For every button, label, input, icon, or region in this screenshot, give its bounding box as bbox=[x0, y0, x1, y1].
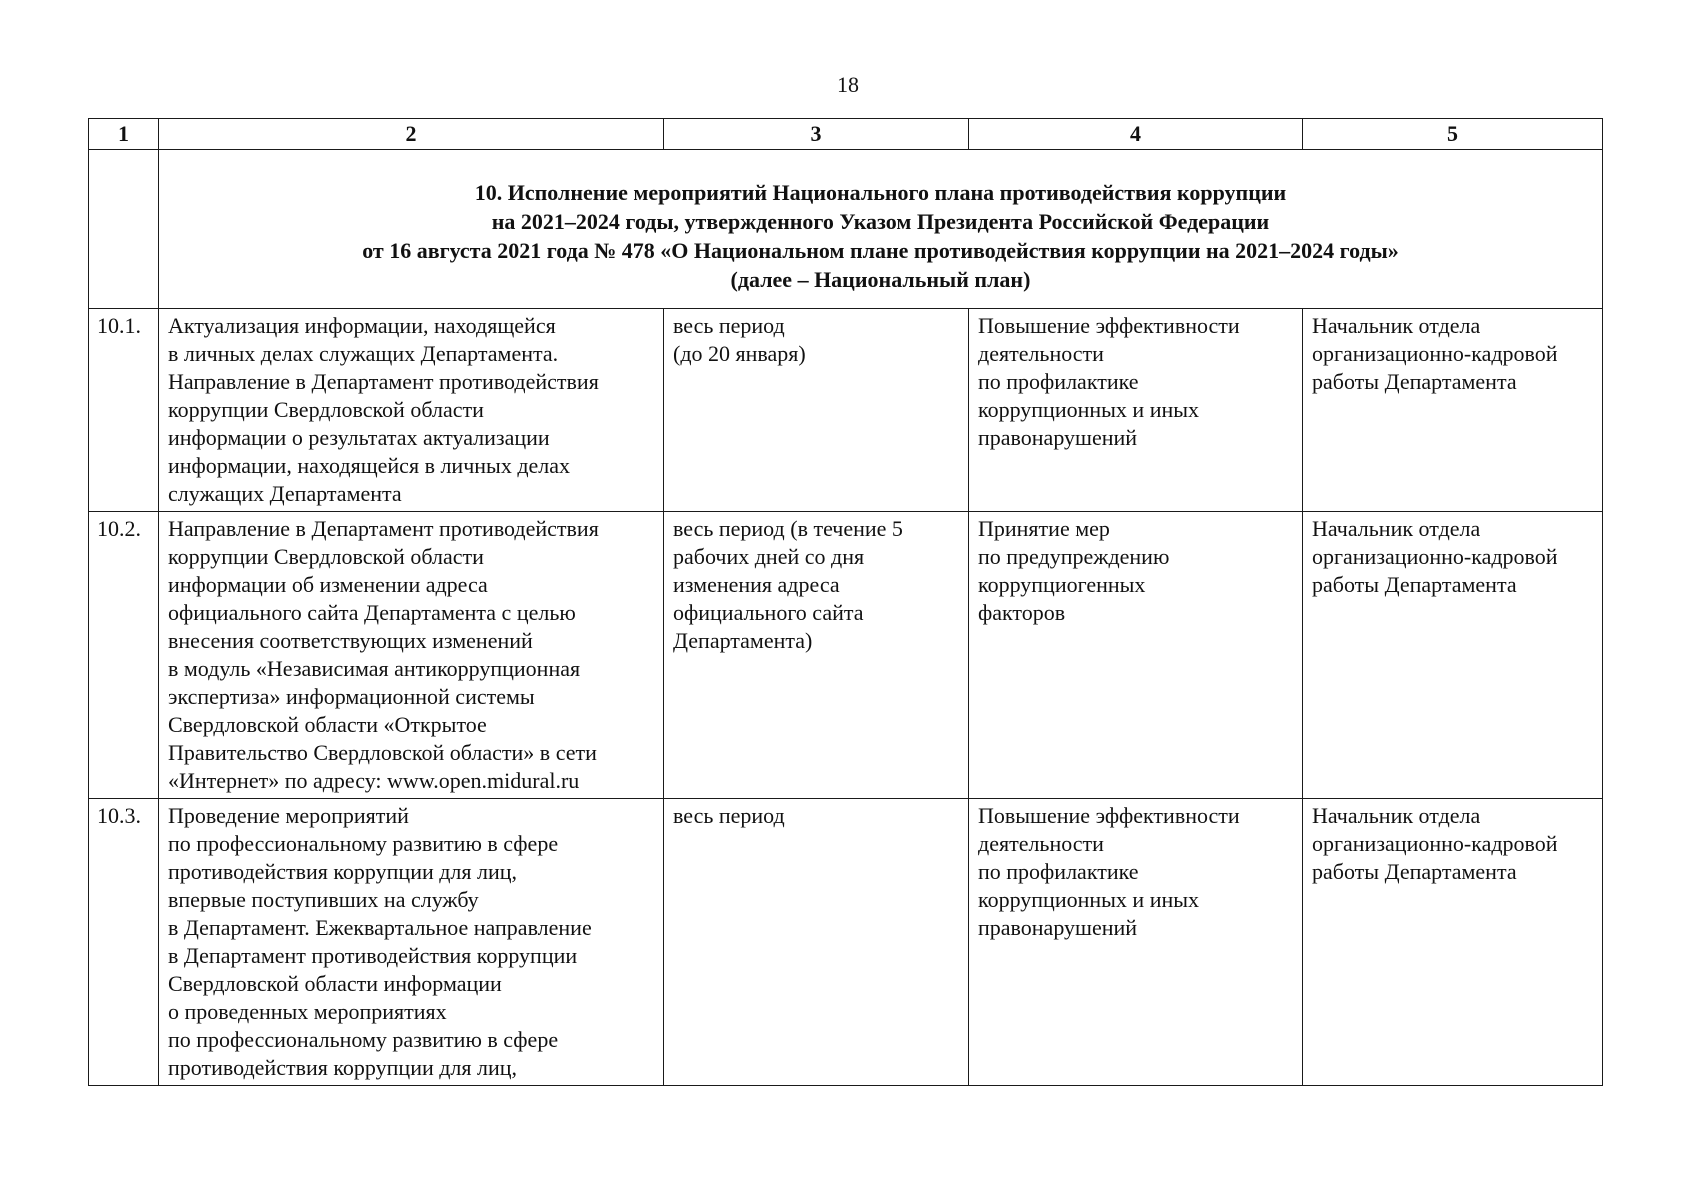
text-line: по профилактике bbox=[978, 369, 1139, 394]
text-line: Принятие мер bbox=[978, 516, 1110, 541]
text-line: коррупции Свердловской области bbox=[168, 544, 484, 569]
row-number: 10.3. bbox=[89, 799, 159, 1086]
row-description bbox=[159, 799, 664, 1086]
text-line: Свердловской области «Открытое bbox=[168, 712, 487, 737]
text-line: Правительство Свердловской области» в сети bbox=[168, 740, 597, 765]
row-responsible bbox=[1303, 799, 1603, 1086]
header-col-4: 4 bbox=[969, 119, 1303, 150]
text-line: информации о результатах актуализации bbox=[168, 425, 550, 450]
table-row bbox=[89, 799, 1603, 1086]
text-line: по профилактике bbox=[978, 859, 1139, 884]
row-period bbox=[664, 512, 969, 799]
text-line: «Интернет» по адресу: www.open.midural.ru bbox=[168, 768, 580, 793]
text-line: Начальник отдела bbox=[1312, 803, 1481, 828]
text-line: весь период bbox=[673, 803, 785, 828]
row-number: 10.2. bbox=[89, 512, 159, 799]
text-line: организационно-кадровой bbox=[1312, 831, 1558, 856]
text-line: деятельности bbox=[978, 341, 1104, 366]
text-line: Департамента) bbox=[673, 628, 813, 653]
row-result bbox=[969, 309, 1303, 512]
text-line: коррупциогенных bbox=[978, 572, 1146, 597]
text-line: коррупционных и иных bbox=[978, 887, 1200, 912]
text-line: по профессиональному развитию в сфере bbox=[168, 1027, 559, 1052]
text-line: Свердловской области информации bbox=[168, 971, 502, 996]
text-line: экспертиза» информационной системы bbox=[168, 684, 535, 709]
text-line: в Департамент противодействия коррупции bbox=[168, 943, 578, 968]
text-line: изменения адреса bbox=[673, 572, 840, 597]
text-line: деятельности bbox=[978, 831, 1104, 856]
header-col-3: 3 bbox=[664, 119, 969, 150]
text-line: информации, находящейся в личных делах bbox=[168, 453, 571, 478]
text-line: коррупции Свердловской области bbox=[168, 397, 484, 422]
row-description bbox=[159, 512, 664, 799]
text-line: о проведенных мероприятиях bbox=[168, 999, 447, 1024]
text-line: служащих Департамента bbox=[168, 481, 402, 506]
header-row bbox=[89, 119, 1603, 150]
text-line: рабочих дней со дня bbox=[673, 544, 865, 569]
text-line: противодействия коррупции для лиц, bbox=[168, 859, 518, 884]
text-line: (до 20 января) bbox=[673, 341, 806, 366]
text-line: факторов bbox=[978, 600, 1066, 625]
row-result bbox=[969, 512, 1303, 799]
section-title-line: на 2021–2024 годы, утвержденного Указом Президента Российской Федерации bbox=[491, 209, 1270, 234]
text-line: по предупреждению bbox=[978, 544, 1170, 569]
text-line: правонарушений bbox=[978, 915, 1138, 940]
text-line: Проведение мероприятий bbox=[168, 803, 409, 828]
section-row bbox=[89, 150, 1603, 309]
text-line: Актуализация информации, находящейся bbox=[168, 313, 556, 338]
text-line: Начальник отдела bbox=[1312, 516, 1481, 541]
text-line: Повышение эффективности bbox=[978, 803, 1240, 828]
text-line: по профессиональному развитию в сфере bbox=[168, 831, 559, 856]
text-line: Направление в Департамент противодействия bbox=[168, 369, 599, 394]
page-number: 18 bbox=[837, 72, 859, 97]
text-line: Направление в Департамент противодействия bbox=[168, 516, 599, 541]
row-description bbox=[159, 309, 664, 512]
text-line: организационно-кадровой bbox=[1312, 544, 1558, 569]
text-line: весь период (в течение 5 bbox=[673, 516, 903, 541]
text-line: работы Департамента bbox=[1312, 369, 1517, 394]
text-line: Повышение эффективности bbox=[978, 313, 1240, 338]
section-title-line: 10. Исполнение мероприятий Национального плана противодействия коррупции bbox=[474, 180, 1287, 205]
header-col-2: 2 bbox=[159, 119, 664, 150]
row-responsible bbox=[1303, 309, 1603, 512]
header-col-5: 5 bbox=[1303, 119, 1603, 150]
text-line: информации об изменении адреса bbox=[168, 572, 488, 597]
text-line: Начальник отдела bbox=[1312, 313, 1481, 338]
text-line: противодействия коррупции для лиц, bbox=[168, 1055, 518, 1080]
text-line: организационно-кадровой bbox=[1312, 341, 1558, 366]
table-row bbox=[89, 512, 1603, 799]
text-line: коррупционных и иных bbox=[978, 397, 1200, 422]
section-title-line: от 16 августа 2021 года № 478 «О Национальном плане противодействия коррупции на 2021–2024 годы» bbox=[362, 238, 1399, 263]
measures-table bbox=[88, 118, 1603, 1086]
text-line: внесения соответствующих изменений bbox=[168, 628, 533, 653]
text-line: в Департамент. Ежеквартальное направление bbox=[168, 915, 592, 940]
text-line: работы Департамента bbox=[1312, 572, 1517, 597]
text-line: официального сайта bbox=[673, 600, 864, 625]
row-responsible bbox=[1303, 512, 1603, 799]
row-number: 10.1. bbox=[89, 309, 159, 512]
text-line: правонарушений bbox=[978, 425, 1138, 450]
row-result bbox=[969, 799, 1303, 1086]
table-row bbox=[89, 309, 1603, 512]
text-line: весь период bbox=[673, 313, 785, 338]
text-line: в личных делах служащих Департамента. bbox=[168, 341, 559, 366]
section-title bbox=[159, 150, 1603, 309]
text-line: в модуль «Независимая антикоррупционная bbox=[168, 656, 581, 681]
row-period bbox=[664, 309, 969, 512]
section-title-line: (далее – Национальный план) bbox=[730, 267, 1031, 292]
text-line: работы Департамента bbox=[1312, 859, 1517, 884]
text-line: впервые поступивших на службу bbox=[168, 887, 479, 912]
section-empty-cell bbox=[89, 150, 159, 309]
header-col-1: 1 bbox=[89, 119, 159, 150]
row-period bbox=[664, 799, 969, 1086]
text-line: официального сайта Департамента с целью bbox=[168, 600, 576, 625]
